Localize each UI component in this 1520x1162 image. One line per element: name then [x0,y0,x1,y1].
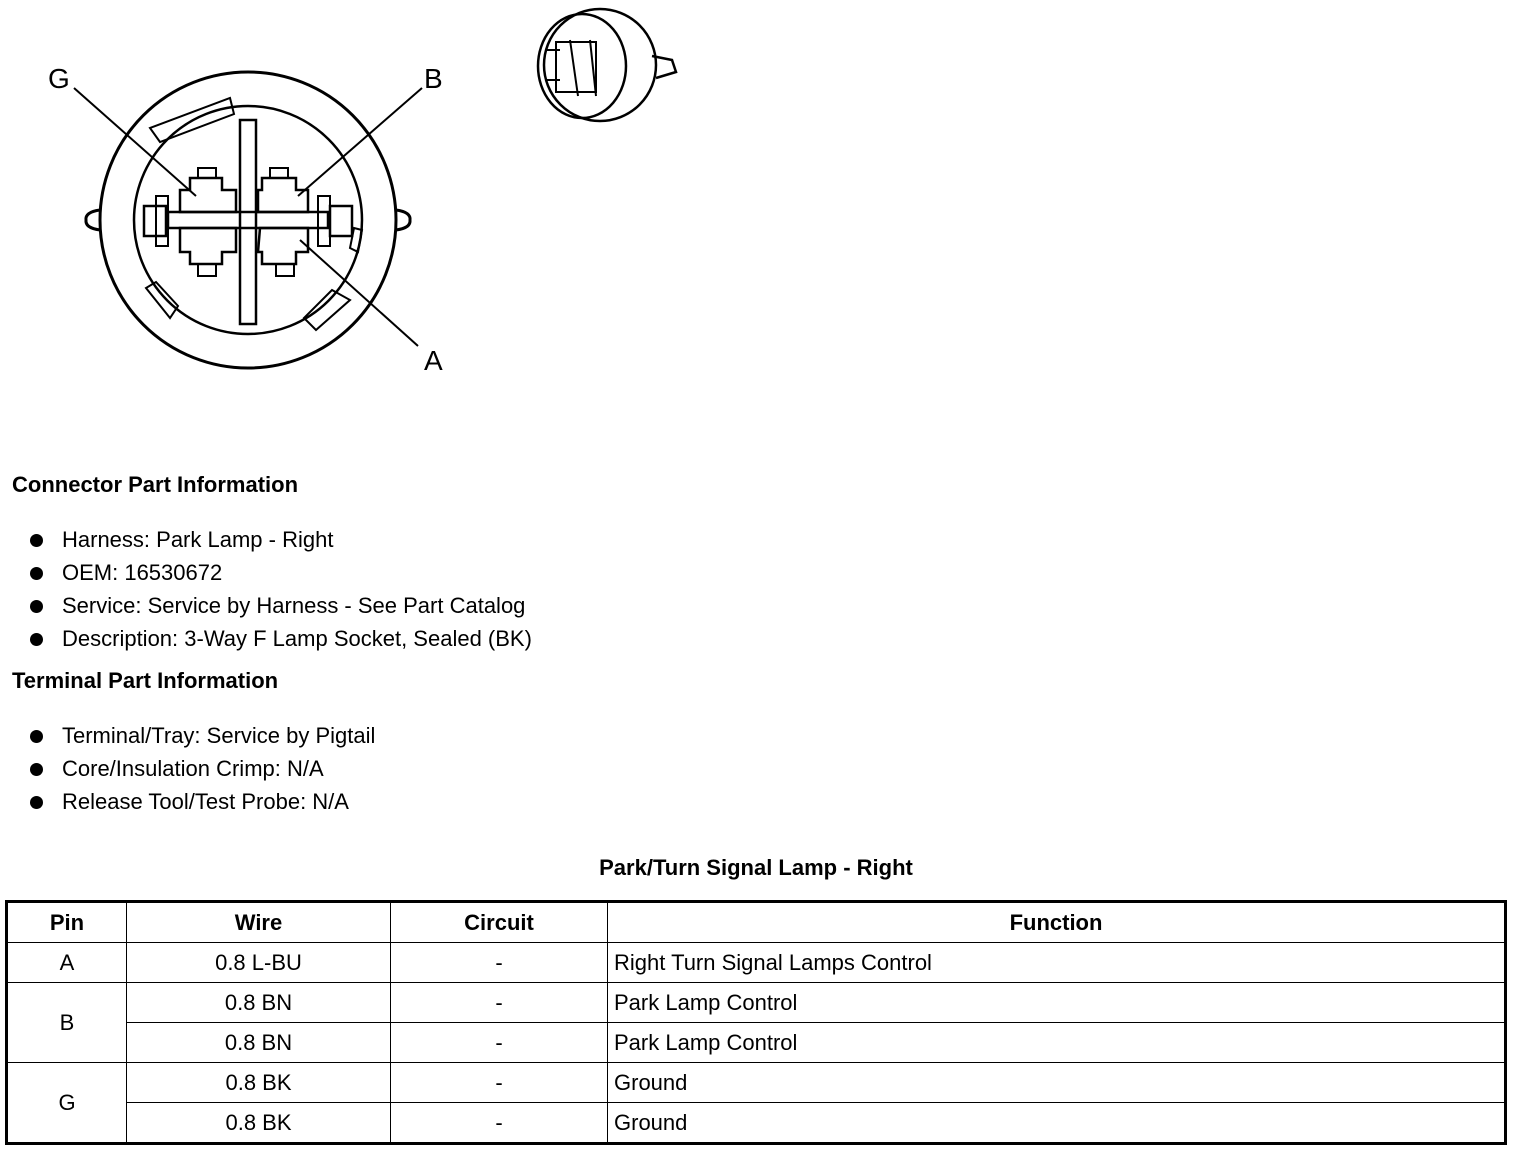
cell-pin: G [7,1063,127,1144]
bullet-icon [30,796,43,809]
cell-function: Ground [608,1103,1506,1144]
bullet-icon [30,534,43,547]
terminal-info-list [28,722,375,821]
bullet-icon [30,633,43,646]
pin-label-a: A [424,345,443,376]
table-row [7,943,1506,983]
list-item: Release Tool/Test Probe: N/A [28,788,375,821]
table-row [7,983,1506,1023]
list-item: Harness: Park Lamp - Right [28,526,532,559]
cell-circuit: - [391,1103,608,1144]
connector-face-diagram [0,0,720,420]
bullet-icon [30,600,43,613]
cell-function: Right Turn Signal Lamps Control [608,943,1506,983]
cell-wire: 0.8 BK [127,1103,391,1144]
bullet-icon [30,763,43,776]
cell-wire: 0.8 L-BU [127,943,391,983]
header-wire: Wire [127,902,391,943]
bullet-icon [30,730,43,743]
table-header-row [7,902,1506,943]
list-item: Terminal/Tray: Service by Pigtail [28,722,375,755]
header-circuit: Circuit [391,902,608,943]
connector-isometric-thumbnail [538,9,676,121]
terminal-info-title: Terminal Part Information [12,668,279,693]
bullet-icon [30,567,43,580]
cell-function: Park Lamp Control [608,1023,1506,1063]
cell-wire: 0.8 BN [127,1023,391,1063]
pin-label-b: B [424,63,443,94]
connector-info-list [28,526,532,658]
cell-function: Park Lamp Control [608,983,1506,1023]
header-function: Function [608,902,1506,943]
table-row [7,1063,1506,1103]
header-pin: Pin [7,902,127,943]
pin-table [5,900,1507,1145]
cell-circuit: - [391,983,608,1023]
list-item: Description: 3-Way F Lamp Socket, Sealed (BK) [28,625,532,658]
table-row [7,1103,1506,1144]
cell-circuit: - [391,943,608,983]
cell-pin: B [7,983,127,1063]
leader-line-g [74,88,196,196]
cell-circuit: - [391,1063,608,1103]
pin-label-g: G [48,63,70,94]
list-item: Service: Service by Harness - See Part Catalog [28,592,532,625]
cell-circuit: - [391,1023,608,1063]
list-item: Core/Insulation Crimp: N/A [28,755,375,788]
connector-info-title: Connector Part Information [12,472,299,497]
cell-pin: A [7,943,127,983]
table-title: Park/Turn Signal Lamp - Right [599,855,913,880]
cell-function: Ground [608,1063,1506,1103]
list-item: OEM: 16530672 [28,559,532,592]
table-row [7,1023,1506,1063]
cell-wire: 0.8 BN [127,983,391,1023]
leader-line-a [300,240,418,346]
cell-wire: 0.8 BK [127,1063,391,1103]
leader-line-b [298,88,422,196]
